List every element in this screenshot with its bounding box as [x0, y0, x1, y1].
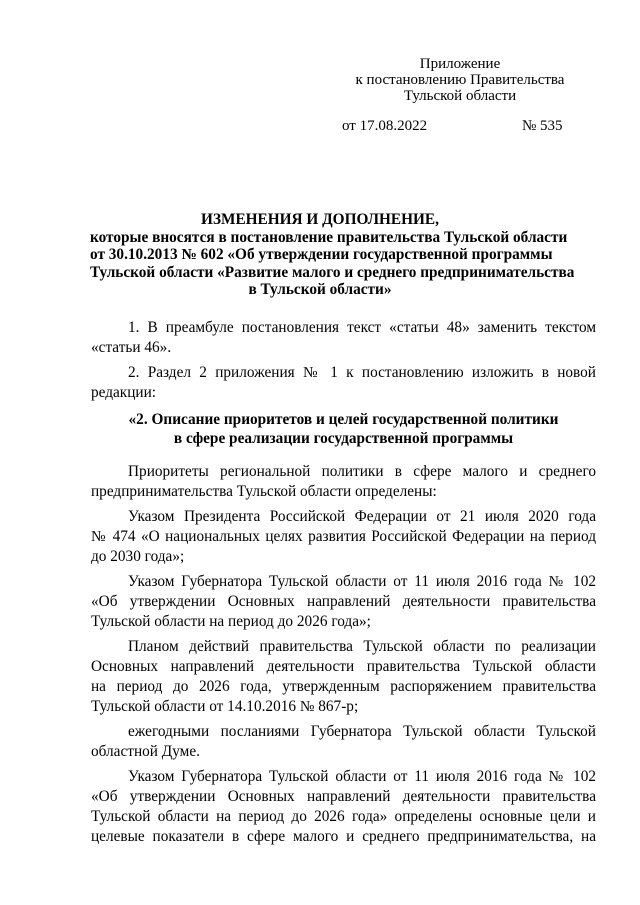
paragraph-line: на период до 2026 года, утвержденным распоряжением правительства [91, 678, 596, 695]
paragraph-line: областной Думе. [91, 743, 200, 760]
paragraph-line: до 2030 года»; [91, 548, 185, 565]
paragraph-line: Планом действий правительства Тульской области по реализации [128, 638, 596, 655]
appendix-line: к постановлению Правительства [355, 72, 565, 88]
amendment-paragraph: 2. Раздел 2 приложения № 1 к постановлению изложить в новой редакции: [91, 364, 596, 401]
document-number: № 535 [522, 118, 563, 134]
paragraph-line: предпринимательства Тульской области определены: [91, 483, 437, 500]
document-date: от 17.08.2022 [342, 118, 428, 134]
section-title-line: «2. Описание приоритетов и целей государственной политики [128, 411, 559, 428]
section-paragraph [91, 462, 596, 502]
section-paragraph [91, 637, 596, 717]
paragraph-line: Основных направлений деятельности правительства Тульской области [91, 658, 596, 675]
paragraph-line: ежегодными посланиями Губернатора Тульской области Тульской [128, 723, 596, 740]
title-line: Тульской области «Развитие малого и среднего предпринимательства [90, 263, 575, 281]
paragraph-line: целевые показатели в сфере малого и среднего предпринимательства, на [91, 828, 596, 845]
paragraph-line: Тульской области на период до 2026 года»; [91, 613, 371, 630]
paragraph-line: Указом Губернатора Тульской области от 11 июля 2016 года № 102 [128, 573, 596, 590]
section-paragraph [91, 767, 596, 847]
appendix-line: Тульской области [403, 88, 517, 104]
paragraph-line: Тульской области от 14.10.2016 № 867-р; [91, 698, 359, 715]
paragraph-line: «Об утверждении Основных направлений деятельности правительства [91, 788, 596, 805]
amendment-paragraph: 1. В преамбуле постановления текст «статьи 48» заменить текстом «статьи 46». [91, 319, 596, 356]
title-line: в Тульской области» [248, 281, 392, 298]
appendix-line: Приложение [419, 56, 501, 72]
section-title-line: в сфере реализации государственной программы [173, 430, 514, 447]
section-body [91, 462, 596, 852]
paragraph-line: Указом Президента Российской Федерации от 21 июля 2020 года [128, 508, 596, 525]
title-line: которые вносятся в постановление правительства Тульской области [90, 228, 568, 246]
paragraph-line: «Об утверждении Основных направлений деятельности правительства [91, 593, 596, 610]
section-title [91, 410, 596, 448]
section-paragraph [91, 722, 596, 762]
title-line: от 30.10.2013 № 602 «Об утверждении государственной программы [90, 246, 553, 263]
document-title [90, 211, 575, 299]
paragraph-line: Указом Губернатора Тульской области от 11 июля 2016 года № 102 [128, 768, 596, 785]
section-paragraph [91, 572, 596, 632]
appendix-header [340, 56, 580, 104]
paragraph-line: Тульской области на период до 2026 года» определены основные цели и [91, 808, 596, 825]
title-line: ИЗМЕНЕНИЯ И ДОПОЛНЕНИЕ, [201, 211, 439, 228]
amendments-list [91, 318, 596, 408]
paragraph-line: Приоритеты региональной политики в сфере малого и среднего [128, 463, 596, 480]
date-number-line [0, 118, 640, 138]
paragraph-line: № 474 «О национальных целях развития Российской Федерации на период [91, 528, 596, 545]
section-paragraph [91, 507, 596, 567]
